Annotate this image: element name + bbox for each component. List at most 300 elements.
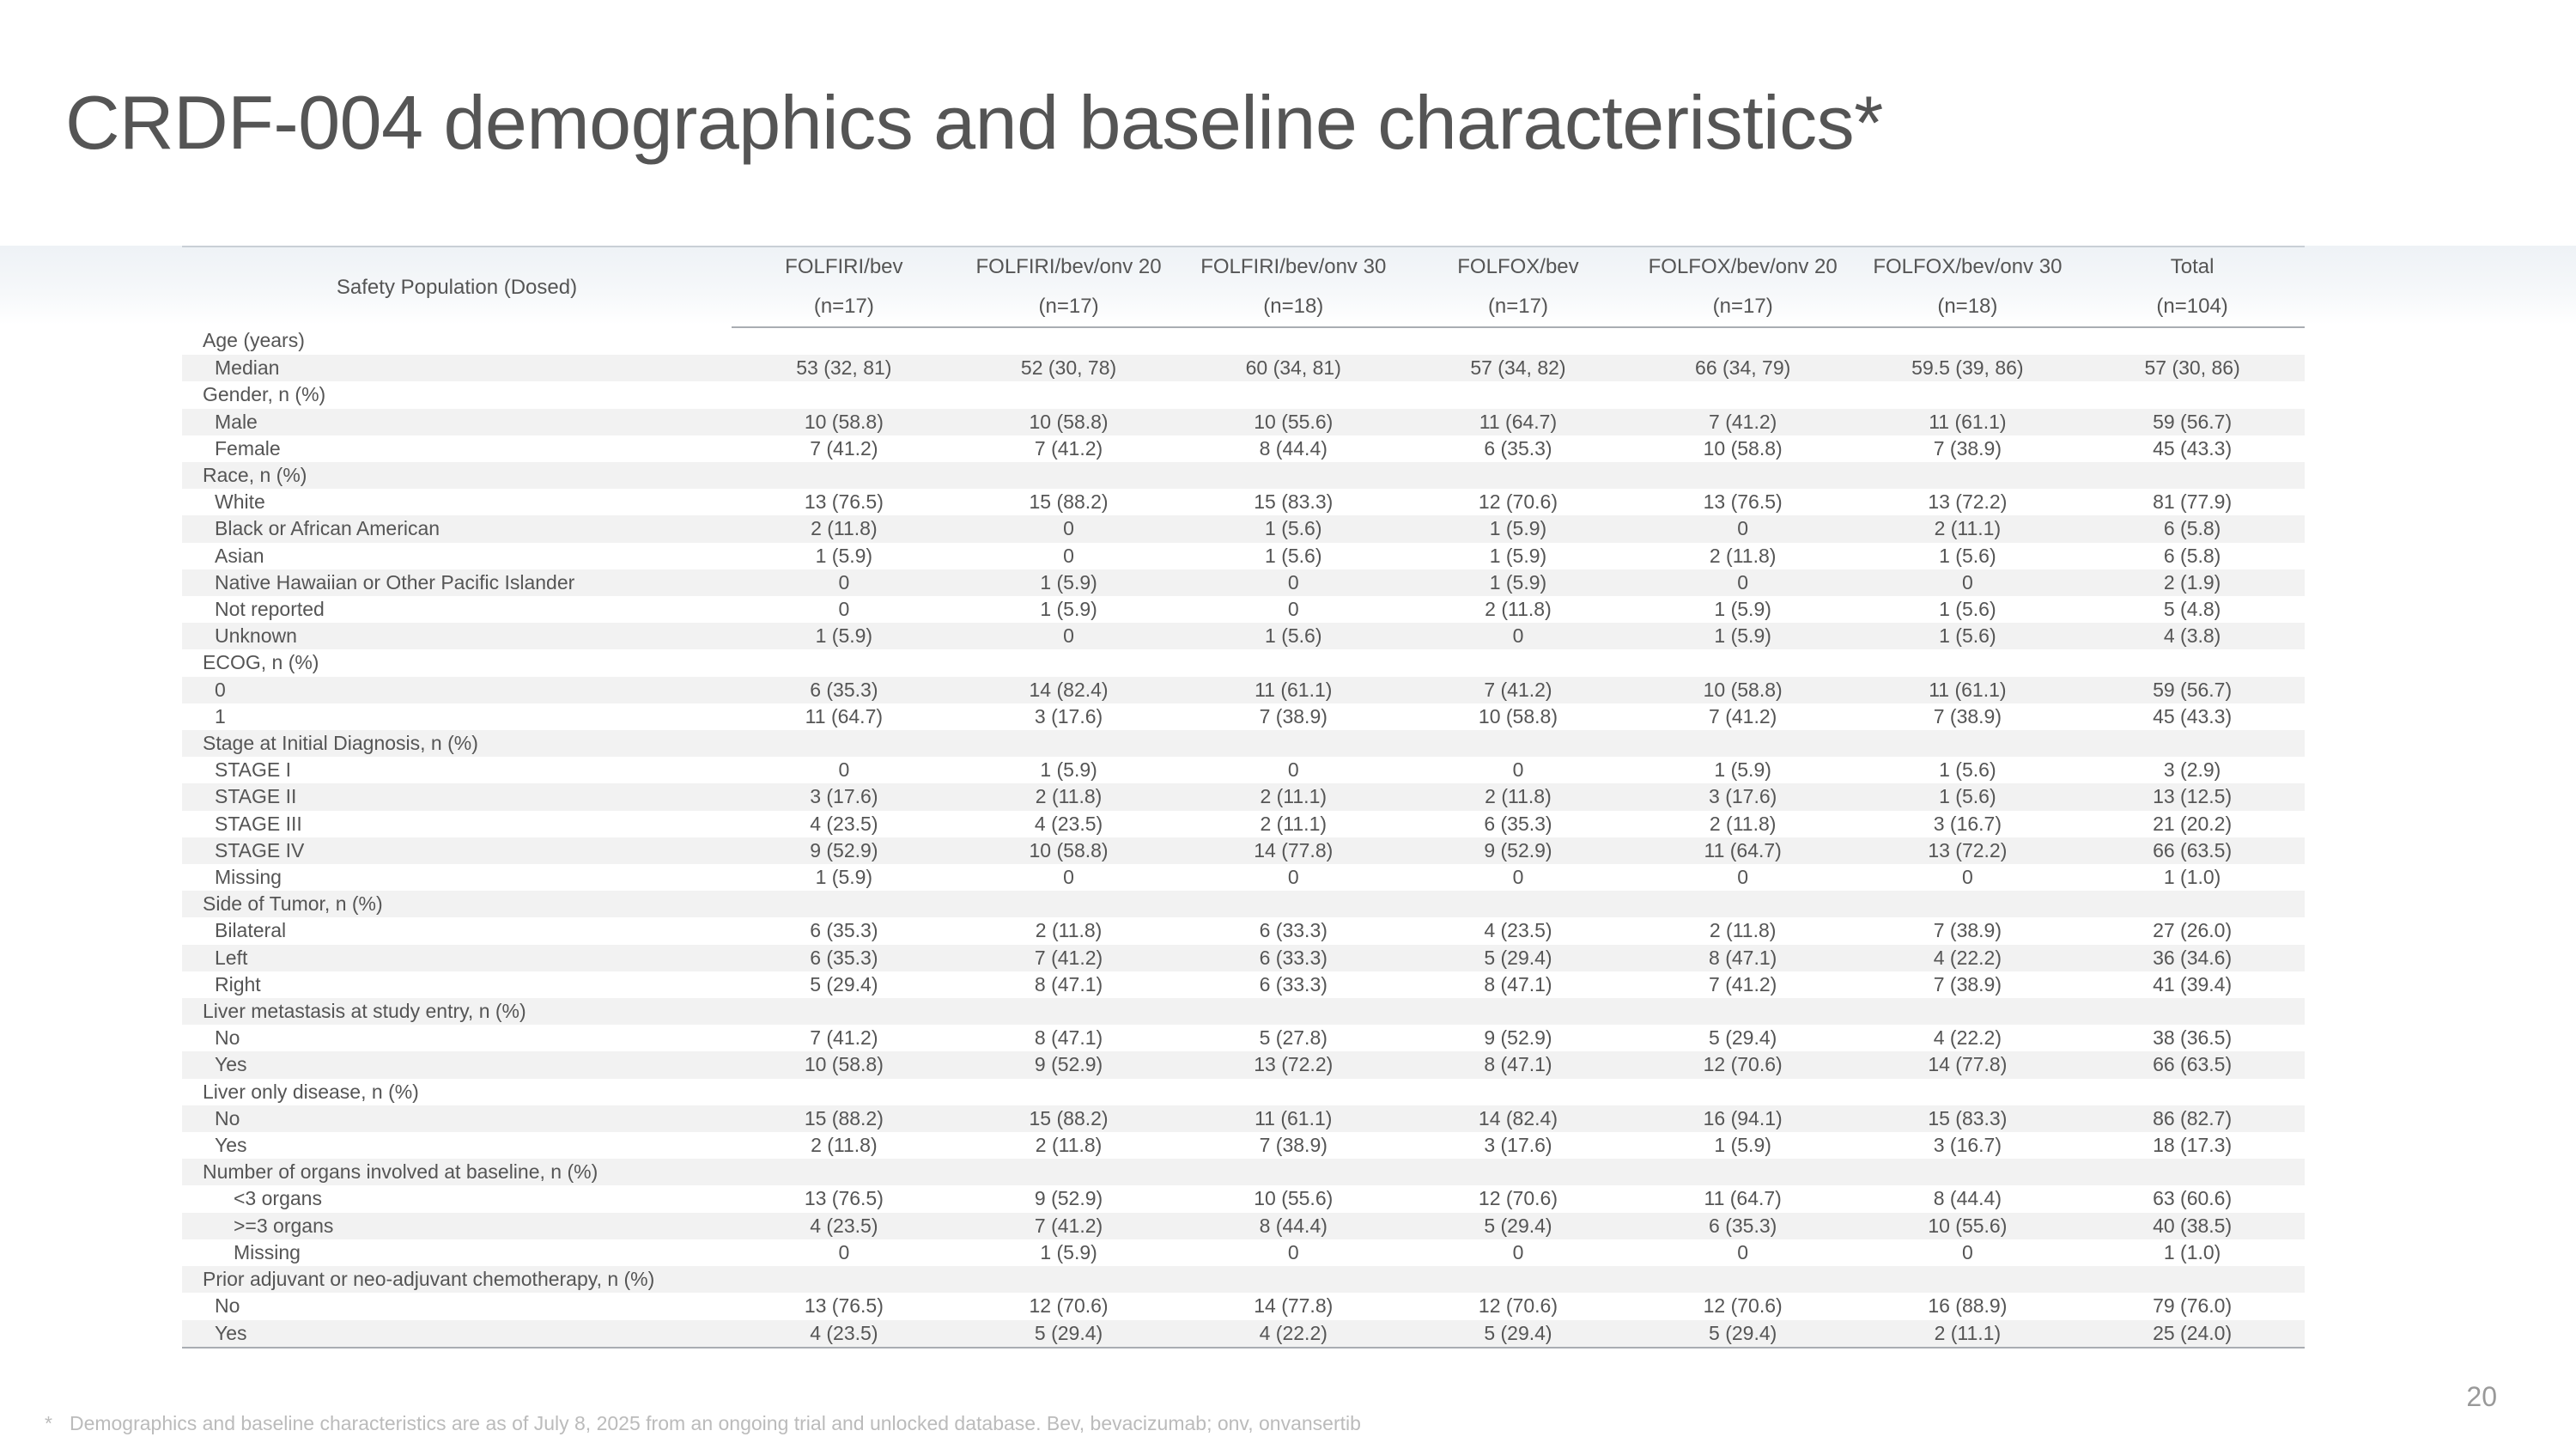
table-cell: 7 (38.9) — [1933, 919, 2002, 942]
table-row — [182, 1320, 2305, 1348]
table-cell: 3 (17.6) — [732, 783, 957, 810]
table-cell: 1 (5.6) — [1856, 783, 2081, 810]
table-cell — [732, 998, 957, 1025]
table-cell: 11 (61.1) — [1856, 409, 2081, 435]
table-row — [182, 1239, 2305, 1266]
table-cell — [1631, 381, 1856, 408]
table-cell: 0 — [1631, 569, 1856, 596]
table-cell: 1 (5.9) — [732, 623, 957, 649]
table-cell: 0 — [838, 598, 850, 621]
table-cell: 8 (47.1) — [1034, 1026, 1103, 1050]
table-cell: 36 (34.6) — [2080, 945, 2305, 971]
table-cell: 15 (83.3) — [1856, 1105, 2081, 1132]
table-cell: 4 (23.5) — [732, 1320, 957, 1348]
arm-header: FOLFOX/bev/onv 30 — [1856, 247, 2081, 287]
arm-header: FOLFOX/bev/onv 20 — [1631, 247, 1856, 287]
row-label: Left — [182, 945, 732, 971]
table-cell — [732, 381, 957, 408]
table-cell: 5 (27.8) — [1259, 1026, 1327, 1050]
table-cell: 12 (70.6) — [1703, 1294, 1783, 1318]
table-cell: 6 (35.3) — [1484, 812, 1552, 835]
arm-header: FOLFOX/bev — [1406, 247, 1631, 287]
table-cell — [1631, 462, 1856, 489]
table-cell: 1 (5.9) — [1040, 758, 1097, 782]
arm-header: FOLFIRI/bev/onv 20 — [957, 247, 1182, 287]
table-cell: 2 (11.8) — [811, 1134, 878, 1157]
table-cell: 13 (72.2) — [1856, 837, 2081, 864]
table-cell: 1 (5.9) — [1406, 569, 1631, 596]
table-cell: 59.5 (39, 86) — [1856, 355, 2081, 381]
table-row — [182, 355, 2305, 381]
footnote — [45, 1412, 1361, 1435]
table-cell: 8 (47.1) — [1631, 945, 1856, 971]
table-cell: 1 (5.6) — [1856, 623, 2081, 649]
arm-n-header: (n=17) — [1406, 287, 1631, 327]
table-cell — [957, 381, 1182, 408]
table-cell: 0 — [838, 758, 850, 782]
table-cell: 12 (70.6) — [1478, 1187, 1558, 1210]
table-cell — [2080, 327, 2305, 355]
table-cell — [1856, 998, 2081, 1025]
table-cell: 0 — [1961, 1240, 1973, 1263]
table-cell: 8 (47.1) — [1034, 972, 1103, 995]
arm-header: FOLFIRI/bev — [732, 247, 957, 287]
table-cell — [1631, 1079, 1856, 1105]
table-cell: 2 (11.1) — [1856, 1320, 2081, 1348]
table-row — [182, 1105, 2305, 1132]
table-cell: 3 (17.6) — [1484, 1134, 1552, 1157]
table-cell — [1856, 1266, 2081, 1293]
table-cell: 1 (5.9) — [815, 544, 873, 567]
table-cell: 5 (29.4) — [810, 972, 878, 995]
table-cell: 15 (88.2) — [1029, 490, 1109, 514]
row-label: Missing — [234, 1240, 301, 1263]
category-row — [182, 649, 2305, 676]
table-cell: 3 (17.6) — [1034, 704, 1103, 728]
table-cell: 6 (35.3) — [732, 677, 957, 703]
row-label: Missing — [215, 866, 282, 889]
arm-n-header: (n=18) — [1181, 287, 1406, 327]
table-cell — [1856, 649, 2081, 676]
table-cell: 1 (5.6) — [1265, 544, 1322, 567]
table-cell: 1 (5.9) — [815, 866, 873, 889]
table-cell: 7 (41.2) — [1034, 436, 1103, 460]
row-label: STAGE III — [215, 812, 302, 835]
table-cell: 13 (72.2) — [1181, 1051, 1406, 1078]
table-cell — [957, 327, 1182, 355]
category-row — [182, 381, 2305, 408]
table-cell: 14 (77.8) — [1254, 1294, 1334, 1318]
table-cell — [732, 462, 957, 489]
table-row — [182, 703, 2305, 730]
table-cell: 11 (61.1) — [1856, 677, 2081, 703]
table-cell: 59 (56.7) — [2080, 409, 2305, 435]
table-cell — [1181, 1079, 1406, 1105]
row-label: Yes — [215, 1134, 247, 1157]
table-cell — [732, 327, 957, 355]
table-cell: 5 (29.4) — [1406, 1320, 1631, 1348]
table-cell: 25 (24.0) — [2080, 1320, 2305, 1348]
table-cell: 5 (29.4) — [1709, 1026, 1777, 1050]
table-cell: 15 (88.2) — [732, 1105, 957, 1132]
table-cell — [1406, 998, 1631, 1025]
table-cell: 12 (70.6) — [1631, 1051, 1856, 1078]
table-cell: 5 (29.4) — [957, 1320, 1182, 1348]
table-cell — [957, 1159, 1182, 1185]
table-cell: 0 — [957, 515, 1182, 542]
table-cell — [732, 730, 957, 757]
table-cell — [1856, 1159, 2081, 1185]
table-cell: 40 (38.5) — [2080, 1213, 2305, 1239]
table-cell: 10 (58.8) — [1478, 704, 1558, 728]
table-cell: 1 (5.9) — [1040, 1240, 1097, 1263]
table-cell: 10 (55.6) — [1856, 1213, 2081, 1239]
category-row — [182, 891, 2305, 917]
table-cell: 5 (29.4) — [1406, 1213, 1631, 1239]
table-cell: 11 (64.7) — [1406, 409, 1631, 435]
table-cell: 10 (58.8) — [732, 1051, 957, 1078]
row-label: Right — [215, 972, 261, 995]
table-cell — [2080, 1159, 2305, 1185]
table-cell: 6 (35.3) — [732, 945, 957, 971]
arm-n-header: (n=18) — [1856, 287, 2081, 327]
table-cell: 66 (34, 79) — [1631, 355, 1856, 381]
category-row — [182, 327, 2305, 355]
table-cell — [1181, 381, 1406, 408]
table-cell: 4 (3.8) — [2080, 623, 2305, 649]
table-cell: 7 (38.9) — [1259, 1134, 1327, 1157]
category-row — [182, 730, 2305, 757]
table-cell — [1631, 1159, 1856, 1185]
table-cell: 2 (11.8) — [1485, 598, 1552, 621]
table-cell: 13 (76.5) — [804, 1187, 884, 1210]
table-cell: 1 (5.6) — [1181, 623, 1406, 649]
table-cell: 12 (70.6) — [1478, 490, 1558, 514]
table-cell: 3 (16.7) — [1933, 812, 2002, 835]
table-cell: 11 (64.7) — [1704, 1187, 1782, 1210]
row-label: Male — [182, 409, 732, 435]
table-cell: 5 (29.4) — [1406, 945, 1631, 971]
table-cell: 13 (12.5) — [2080, 783, 2305, 810]
table-cell: 1 (5.6) — [1939, 544, 1996, 567]
table-cell: 5 (29.4) — [1631, 1320, 1856, 1348]
table-cell — [2080, 381, 2305, 408]
table-cell: 13 (76.5) — [804, 1294, 884, 1318]
table-cell: 2 (1.9) — [2080, 569, 2305, 596]
table-cell: 7 (41.2) — [1709, 704, 1777, 728]
table-cell: 14 (77.8) — [1181, 837, 1406, 864]
table-cell — [1856, 730, 2081, 757]
row-label: Female — [215, 436, 281, 460]
table-cell: 1 (5.9) — [1489, 544, 1547, 567]
table-cell — [1631, 649, 1856, 676]
table-cell: 2 (11.1) — [1181, 783, 1406, 810]
table-cell: 11 (64.7) — [1631, 837, 1856, 864]
table-cell: 10 (58.8) — [957, 409, 1182, 435]
table-cell: 2 (11.8) — [1035, 1134, 1103, 1157]
table-cell: 9 (52.9) — [1484, 1026, 1552, 1050]
arm-n-header: (n=17) — [732, 287, 957, 327]
table-row — [182, 757, 2305, 783]
table-cell — [1631, 730, 1856, 757]
table-row — [182, 596, 2305, 623]
table-cell: 53 (32, 81) — [732, 355, 957, 381]
table-cell — [1181, 1159, 1406, 1185]
table-cell: 4 (23.5) — [1034, 812, 1103, 835]
row-label: <3 organs — [234, 1187, 322, 1210]
table-cell — [1181, 998, 1406, 1025]
demographics-table — [182, 246, 2305, 1349]
table-cell: 16 (94.1) — [1631, 1105, 1856, 1132]
table-cell: 1 (5.9) — [1714, 758, 1771, 782]
table-cell: 1 (5.9) — [1406, 515, 1631, 542]
category-label: Liver only disease, n (%) — [203, 1080, 419, 1103]
table-cell: 10 (58.8) — [732, 409, 957, 435]
table-body — [182, 327, 2305, 1348]
table-cell — [2080, 998, 2305, 1025]
table-row — [182, 1213, 2305, 1239]
table-cell: 3 (2.9) — [2163, 758, 2221, 782]
table-cell: 6 (5.8) — [2080, 515, 2305, 542]
table-cell — [1631, 1266, 1856, 1293]
table-cell — [957, 1079, 1182, 1105]
table-cell: 10 (58.8) — [1631, 677, 1856, 703]
table-cell: 8 (44.4) — [1259, 436, 1327, 460]
row-label: >=3 organs — [182, 1213, 732, 1239]
table-cell: 8 (47.1) — [1484, 972, 1552, 995]
table-cell: 13 (76.5) — [804, 490, 884, 514]
table-cell — [1406, 1159, 1631, 1185]
table-cell: 0 — [1063, 544, 1074, 567]
table-cell: 7 (41.2) — [810, 436, 878, 460]
table-cell: 1 (5.9) — [957, 569, 1182, 596]
table-cell: 7 (38.9) — [1933, 972, 2002, 995]
category-row — [182, 1159, 2305, 1185]
category-label: Gender, n (%) — [203, 383, 326, 406]
table-cell — [1631, 327, 1856, 355]
table-cell: 2 (11.1) — [1260, 812, 1327, 835]
table-cell: 10 (58.8) — [1703, 436, 1783, 460]
table-cell: 10 (58.8) — [957, 837, 1182, 864]
table-cell — [1406, 1079, 1631, 1105]
table-cell: 1 (5.9) — [1714, 1134, 1771, 1157]
category-label: Race, n (%) — [182, 462, 732, 489]
category-label: Number of organs involved at baseline, n (%) — [182, 1159, 732, 1185]
table-cell: 13 (72.2) — [1928, 490, 2008, 514]
table-cell — [2080, 1079, 2305, 1105]
table-cell — [1181, 1266, 1406, 1293]
table-cell: 0 — [1063, 866, 1074, 889]
table-row — [182, 543, 2305, 569]
table-cell: 2 (11.8) — [1709, 544, 1777, 567]
table-cell: 0 — [1287, 866, 1299, 889]
table-cell: 15 (83.3) — [1254, 490, 1334, 514]
row-label: Yes — [182, 1051, 732, 1078]
table-row — [182, 783, 2305, 810]
category-row — [182, 1079, 2305, 1105]
table-cell — [957, 1266, 1182, 1293]
table-cell: 1 (5.6) — [1939, 598, 1996, 621]
category-label: Prior adjuvant or neo-adjuvant chemotherapy, n (%) — [182, 1266, 732, 1293]
category-label: Liver metastasis at study entry, n (%) — [182, 998, 732, 1025]
table-cell: 0 — [1287, 1240, 1299, 1263]
table-cell — [957, 998, 1182, 1025]
table-cell: 6 (5.8) — [2163, 544, 2221, 567]
table-row — [182, 1051, 2305, 1078]
category-label: Age (years) — [203, 329, 305, 352]
table-cell — [1856, 462, 2081, 489]
table-cell: 0 — [1512, 1240, 1524, 1263]
row-label: STAGE IV — [182, 837, 732, 864]
table-cell: 45 (43.3) — [2153, 436, 2233, 460]
table-cell — [2080, 649, 2305, 676]
table-cell: 5 (4.8) — [2163, 598, 2221, 621]
table-cell: 7 (41.2) — [1709, 972, 1777, 995]
table-cell — [2080, 730, 2305, 757]
table-cell: 8 (47.1) — [1406, 1051, 1631, 1078]
table-row — [182, 435, 2305, 462]
table-cell — [957, 462, 1182, 489]
table-cell: 9 (52.9) — [1034, 1187, 1103, 1210]
page-title: CRDF-004 demographics and baseline characteristics* — [65, 80, 1883, 165]
table-cell: 6 (35.3) — [1484, 436, 1552, 460]
table-row — [182, 1293, 2305, 1319]
row-label: Native Hawaiian or Other Pacific Islander — [182, 569, 732, 596]
table-cell: 11 (61.1) — [1181, 677, 1406, 703]
table-cell: 10 (55.6) — [1181, 409, 1406, 435]
table-row — [182, 1185, 2305, 1212]
table-cell: 4 (22.2) — [1933, 1026, 2002, 1050]
table-cell: 60 (34, 81) — [1181, 355, 1406, 381]
table-cell: 15 (88.2) — [957, 1105, 1182, 1132]
table-cell: 7 (41.2) — [1631, 409, 1856, 435]
table-cell: 7 (41.2) — [1406, 677, 1631, 703]
table-cell — [1406, 462, 1631, 489]
table-cell: 0 — [1512, 866, 1524, 889]
table-cell: 9 (52.9) — [957, 1051, 1182, 1078]
table-cell: 1 (5.6) — [1939, 758, 1996, 782]
table-cell: 7 (38.9) — [1933, 704, 2002, 728]
table-row — [182, 623, 2305, 649]
table-cell: 8 (44.4) — [1933, 1187, 2002, 1210]
table-cell: 14 (82.4) — [957, 677, 1182, 703]
table-cell: 10 (55.6) — [1254, 1187, 1334, 1210]
table-cell: 6 (33.3) — [1259, 972, 1327, 995]
table-cell — [1631, 891, 1856, 917]
table-cell: 0 — [732, 569, 957, 596]
table-cell: 41 (39.4) — [2153, 972, 2233, 995]
table-cell — [732, 891, 957, 917]
table-cell: 7 (41.2) — [810, 1026, 878, 1050]
table-cell: 79 (76.0) — [2153, 1294, 2233, 1318]
table-cell: 63 (60.6) — [2153, 1187, 2233, 1210]
table-cell: 27 (26.0) — [2153, 919, 2233, 942]
category-row — [182, 1266, 2305, 1293]
row-label: STAGE I — [215, 758, 292, 782]
table-cell: 12 (70.6) — [1029, 1294, 1109, 1318]
table-cell: 0 — [1856, 569, 2081, 596]
table-cell: 0 — [1737, 866, 1749, 889]
table-row — [182, 489, 2305, 515]
table-cell — [2080, 1266, 2305, 1293]
table-cell — [2080, 891, 2305, 917]
row-label: Yes — [182, 1320, 732, 1348]
table-cell — [1181, 891, 1406, 917]
category-row — [182, 998, 2305, 1025]
table-cell — [1181, 462, 1406, 489]
row-label: 1 — [215, 704, 226, 728]
table-cell: 6 (33.3) — [1181, 945, 1406, 971]
table-cell — [1406, 730, 1631, 757]
arm-n-header: (n=104) — [2080, 287, 2305, 327]
table-cell: 1 (1.0) — [2163, 866, 2221, 889]
table-cell: 9 (52.9) — [732, 837, 957, 864]
table-cell: 0 — [1406, 623, 1631, 649]
table-cell: 2 (11.8) — [732, 515, 957, 542]
table-cell: 11 (64.7) — [805, 704, 884, 728]
table-cell — [1856, 381, 2081, 408]
table-cell: 4 (23.5) — [810, 812, 878, 835]
table-cell: 9 (52.9) — [1406, 837, 1631, 864]
table-cell: 57 (30, 86) — [2080, 355, 2305, 381]
table-row — [182, 917, 2305, 944]
table-row — [182, 677, 2305, 703]
population-header: Safety Population (Dosed) — [182, 247, 732, 327]
table-row — [182, 409, 2305, 435]
table-cell: 1 (5.6) — [1181, 515, 1406, 542]
table-row — [182, 1025, 2305, 1051]
table-cell — [732, 649, 957, 676]
table-cell: 0 — [1737, 1240, 1749, 1263]
row-label: Black or African American — [182, 515, 732, 542]
table-cell: 86 (82.7) — [2080, 1105, 2305, 1132]
baseline-characteristics-table — [182, 246, 2305, 1349]
table-row — [182, 971, 2305, 998]
table-cell: 0 — [1631, 515, 1856, 542]
row-label: Unknown — [182, 623, 732, 649]
table-row — [182, 811, 2305, 837]
table-cell — [1406, 327, 1631, 355]
row-label: No — [215, 1294, 240, 1318]
table-cell: 45 (43.3) — [2153, 704, 2233, 728]
row-label: STAGE II — [182, 783, 732, 810]
table-cell — [1181, 730, 1406, 757]
arm-n-header: (n=17) — [1631, 287, 1856, 327]
table-cell: 0 — [838, 1240, 850, 1263]
table-cell: 18 (17.3) — [2153, 1134, 2233, 1157]
header-row-arms — [182, 247, 2305, 287]
row-label: Bilateral — [215, 919, 287, 942]
table-cell: 7 (41.2) — [957, 945, 1182, 971]
table-cell: 6 (35.3) — [1631, 1213, 1856, 1239]
table-row — [182, 837, 2305, 864]
table-cell — [1631, 998, 1856, 1025]
row-label: 0 — [182, 677, 732, 703]
table-cell: 1 (5.9) — [1040, 598, 1097, 621]
table-cell: 7 (41.2) — [957, 1213, 1182, 1239]
table-cell — [1406, 1266, 1631, 1293]
table-cell: 52 (30, 78) — [957, 355, 1182, 381]
table-cell: 0 — [1181, 569, 1406, 596]
table-cell: 81 (77.9) — [2153, 490, 2233, 514]
table-cell: 3 (16.7) — [1933, 1134, 2002, 1157]
arm-header: Total — [2080, 247, 2305, 287]
table-cell — [1856, 1079, 2081, 1105]
table-cell: 14 (82.4) — [1406, 1105, 1631, 1132]
table-row — [182, 864, 2305, 891]
table-cell: 21 (20.2) — [2153, 812, 2233, 835]
table-cell: 1 (5.9) — [1714, 598, 1771, 621]
